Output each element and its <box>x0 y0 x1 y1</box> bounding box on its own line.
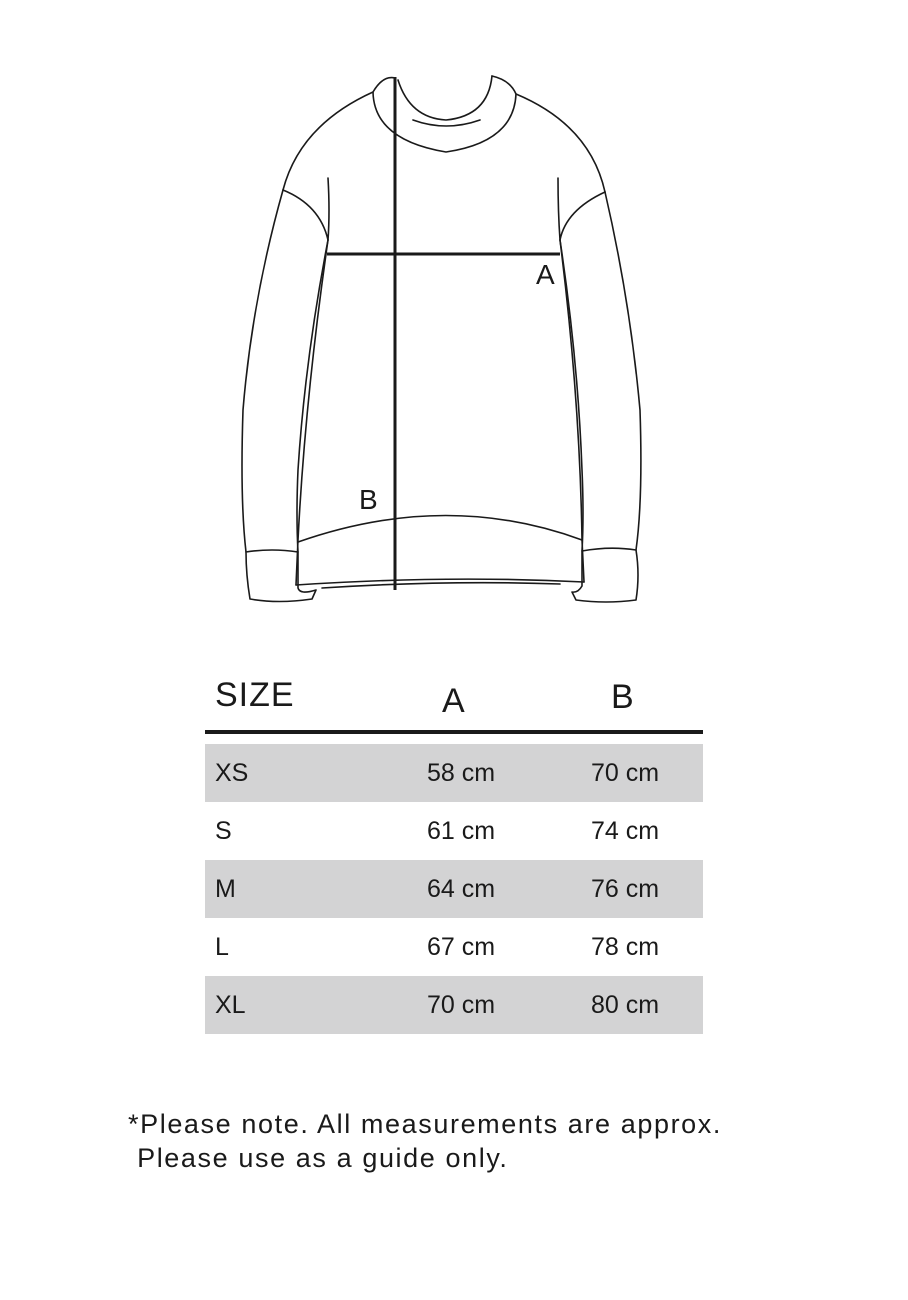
size-chart-table <box>205 670 703 1034</box>
right-cuff <box>572 548 638 602</box>
right-armhole <box>558 178 560 240</box>
row-b: 74 cm <box>591 817 660 845</box>
measure-label-b: B <box>359 484 378 515</box>
row-size: S <box>215 817 232 845</box>
measurement-note <box>128 1107 722 1175</box>
measure-label-a: A <box>536 259 555 290</box>
header-a: A <box>442 682 466 720</box>
row-a: 70 cm <box>427 991 496 1019</box>
note-line-1: *Please note. All measurements are approx. <box>128 1109 722 1139</box>
table-body <box>205 744 703 1034</box>
row-b: 76 cm <box>591 875 660 903</box>
row-a: 64 cm <box>427 875 496 903</box>
header-b: B <box>611 678 635 716</box>
row-size: L <box>215 933 229 961</box>
right-sleeve-inner <box>560 192 605 551</box>
table-row <box>205 802 703 860</box>
left-cuff <box>246 550 316 602</box>
row-b: 80 cm <box>591 991 660 1019</box>
table-row <box>205 976 703 1034</box>
hem-inner <box>322 583 560 588</box>
table-row <box>205 918 703 976</box>
row-size: M <box>215 875 236 903</box>
row-a: 61 cm <box>427 817 496 845</box>
header-size: SIZE <box>215 676 295 714</box>
table-row <box>205 744 703 802</box>
sweater-outline-drawing <box>0 0 908 640</box>
neck-opening <box>398 76 492 120</box>
row-size: XS <box>215 759 249 787</box>
row-a: 67 cm <box>427 933 496 961</box>
row-a: 58 cm <box>427 759 496 787</box>
body-right-side <box>560 240 584 582</box>
table-header <box>205 670 703 734</box>
row-size: XL <box>215 991 246 1019</box>
note-line-2: Please use as a guide only. <box>128 1143 509 1173</box>
left-sleeve-inner <box>283 190 328 552</box>
left-shoulder <box>283 92 373 190</box>
waistband-seam <box>298 515 582 542</box>
row-b: 78 cm <box>591 933 660 961</box>
left-armhole <box>328 178 329 240</box>
row-b: 70 cm <box>591 759 660 787</box>
neck-back <box>413 120 480 126</box>
right-sleeve-outer <box>605 192 641 550</box>
left-sleeve-outer <box>242 190 283 552</box>
sweater-diagram <box>0 0 908 640</box>
right-shoulder <box>516 94 605 192</box>
table-row <box>205 860 703 918</box>
